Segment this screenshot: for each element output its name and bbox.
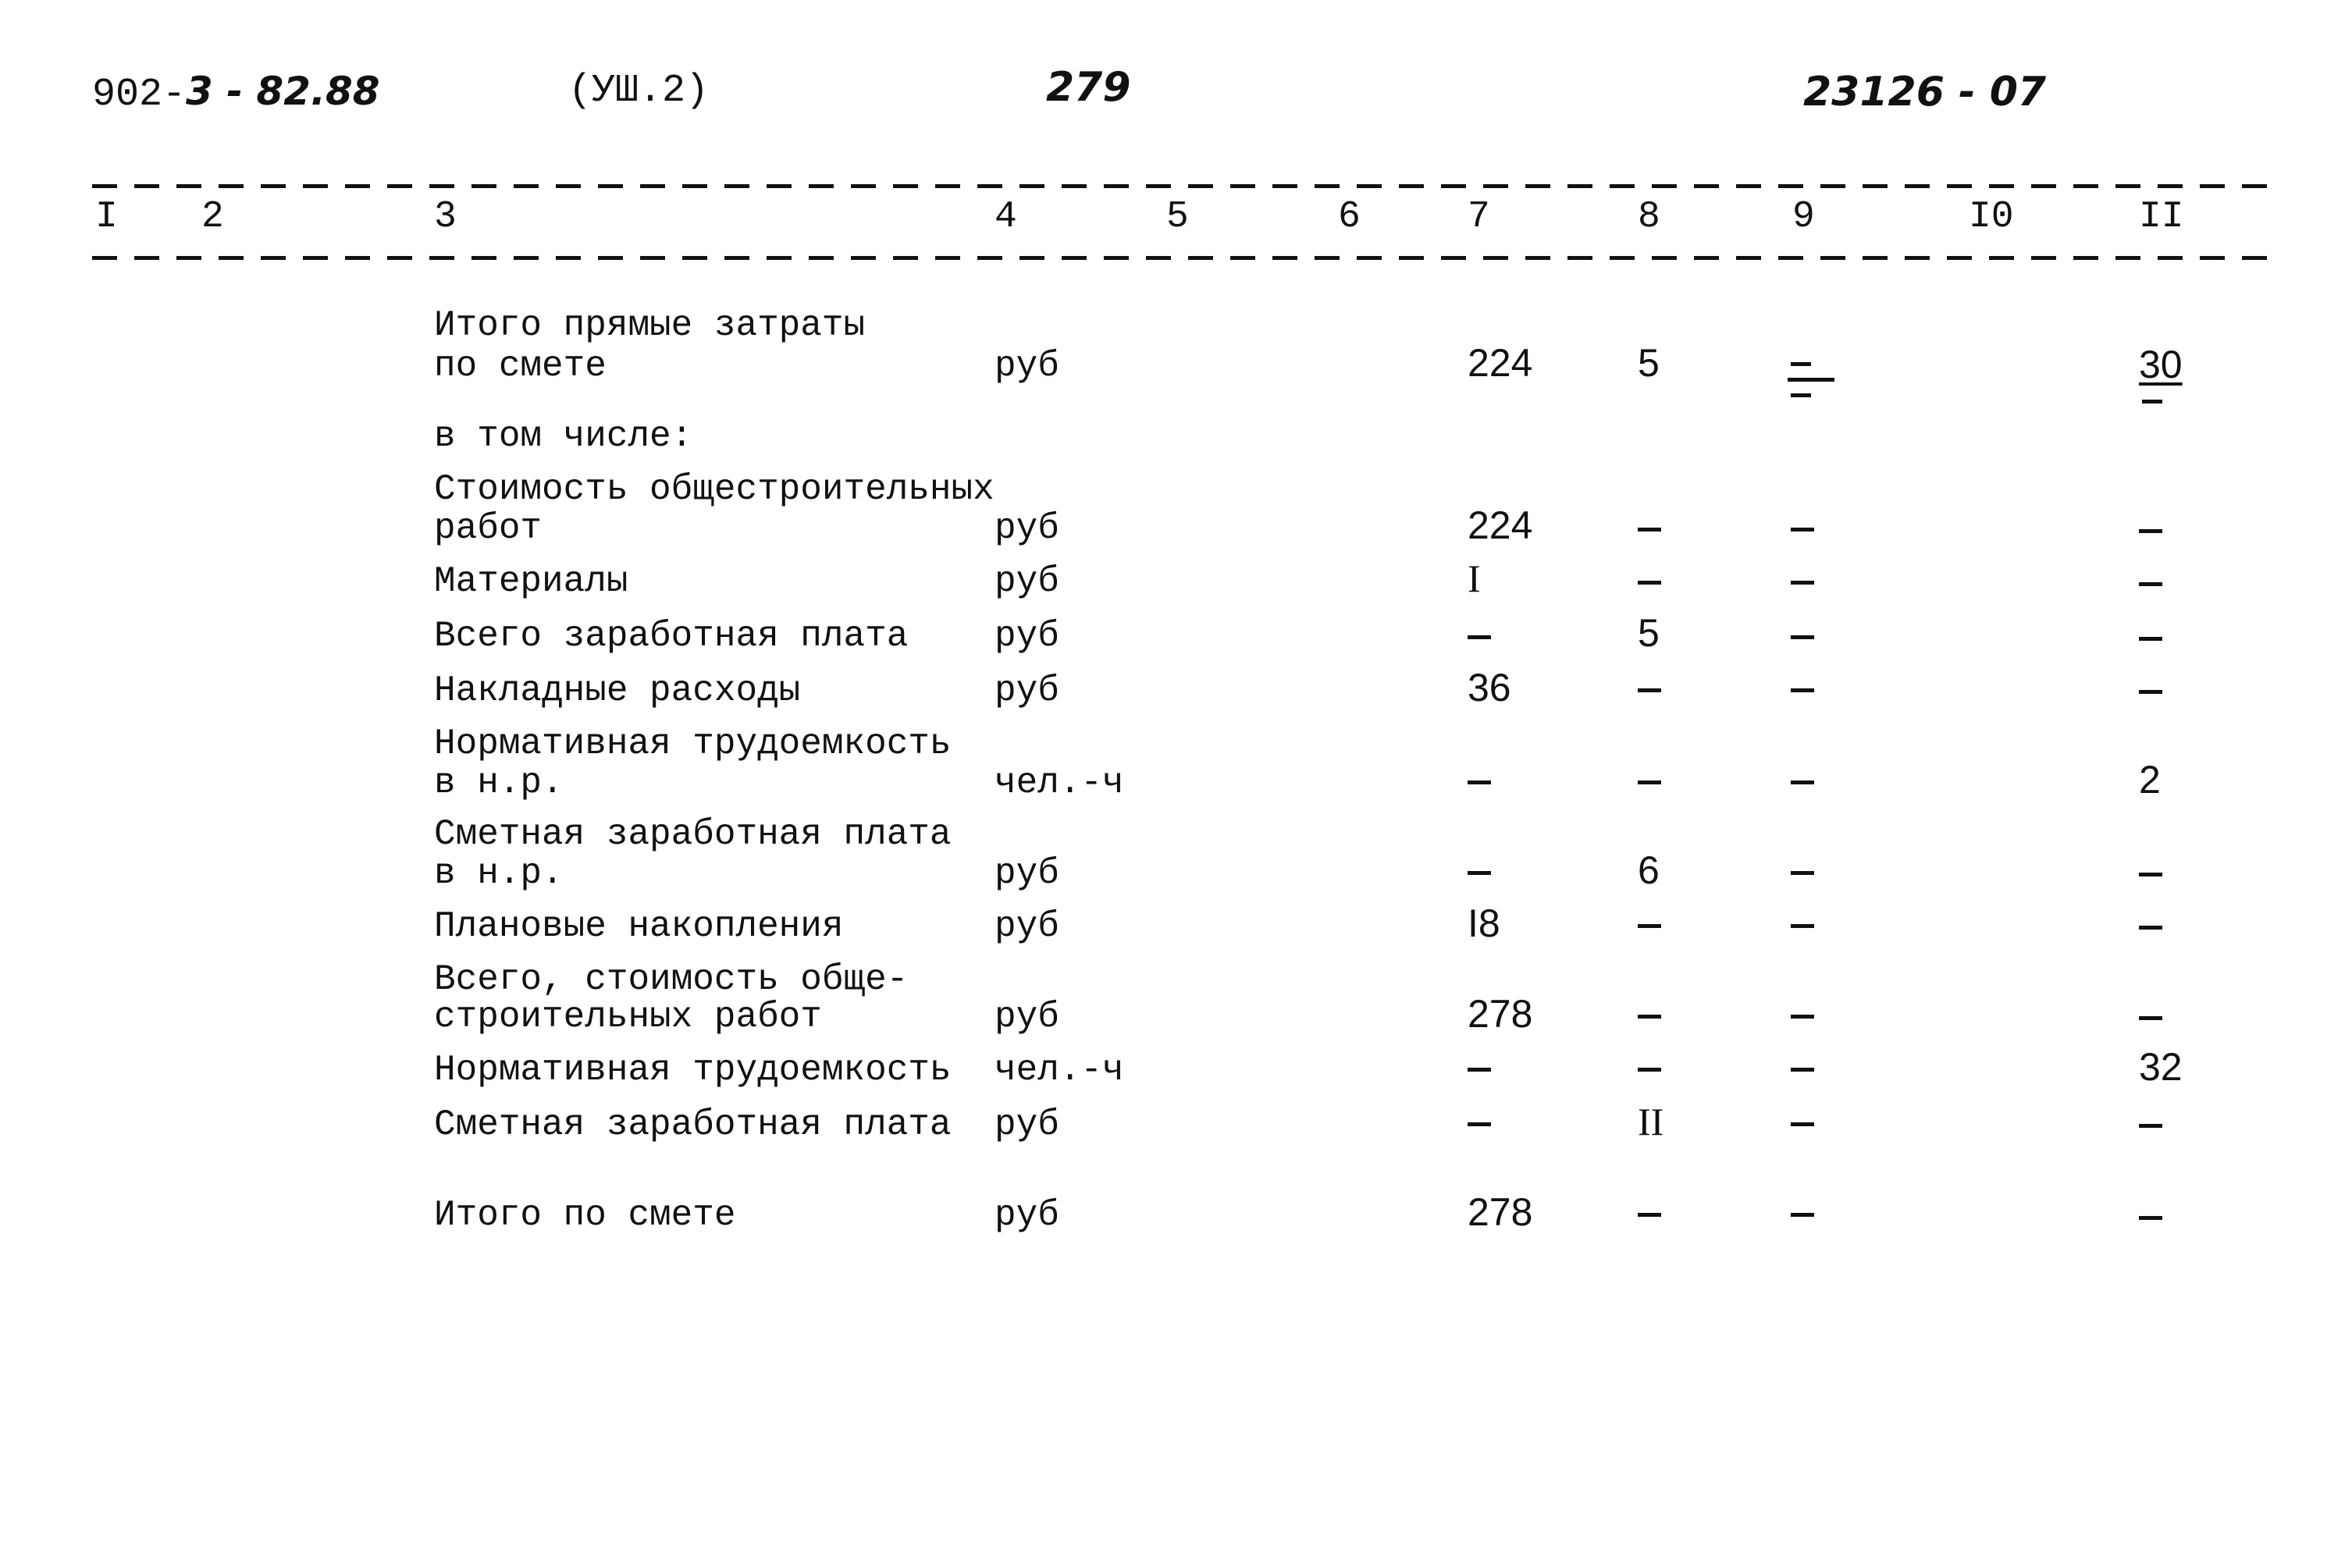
doc-number-handwritten: 3 - 82.88: [186, 69, 380, 114]
dash-mark: [1791, 1015, 1814, 1019]
dash-mark: [1638, 1068, 1661, 1072]
row-unit: чел.-ч: [995, 763, 1124, 803]
row-value-col7: 224: [1468, 341, 1533, 385]
dash-mark: [1638, 1213, 1661, 1217]
doc-number-prefix: 902-: [92, 73, 187, 117]
dash-mark: [1638, 780, 1661, 784]
row-value-col7: I: [1468, 556, 1481, 600]
row-label: Всего, стоимость обще-: [434, 959, 909, 1000]
dash-mark: [1791, 635, 1814, 639]
dash-mark: [2139, 637, 2162, 641]
row-label: Сметная заработная плата: [434, 814, 952, 855]
dash-mark: [1638, 528, 1661, 532]
dash-mark: [2139, 690, 2162, 694]
dash-mark: [2139, 582, 2162, 586]
dash-mark: [2139, 1216, 2162, 1220]
column-header-3: 3: [434, 196, 457, 238]
column-header-9: 9: [1792, 196, 1815, 238]
column-header-1: I: [95, 196, 118, 238]
row-value-col7: I8: [1468, 901, 1500, 945]
row-label: Нормативная трудоемкость: [434, 1050, 952, 1090]
column-header-4: 4: [995, 196, 1017, 238]
dash-mark: [2139, 926, 2162, 930]
row-value-col11: 32: [2139, 1045, 2183, 1089]
dash-mark: [1468, 871, 1491, 875]
dash-mark: [1791, 924, 1814, 928]
row-value-col8: II: [1638, 1100, 1664, 1143]
column-header-8: 8: [1638, 196, 1660, 238]
column-header-7: 7: [1468, 196, 1490, 238]
page-number: 279: [1046, 64, 1131, 111]
dash-mark: [1791, 393, 1811, 397]
column-header-6: 6: [1338, 196, 1361, 238]
row-label: Стоимость общестроительных: [434, 469, 995, 510]
row-unit: руб: [995, 906, 1059, 947]
column-header-11: II: [2139, 196, 2184, 238]
dash-mark: [2139, 1016, 2162, 1020]
dash-mark: [1638, 688, 1661, 692]
dash-mark: [1791, 362, 1811, 366]
row-unit: руб: [995, 508, 1059, 549]
dash-mark: [1791, 780, 1814, 784]
row-label-cont: строительных работ: [434, 997, 822, 1037]
dash-mark: [1468, 635, 1491, 639]
row-label: Сметная заработная плата: [434, 1104, 952, 1145]
dash-mark: [1468, 1068, 1491, 1072]
row-label-cont: по смете: [434, 346, 607, 386]
row-label-cont: в н.р.: [434, 763, 564, 803]
row-label-cont: работ: [434, 508, 543, 549]
dash-mark: [1791, 1122, 1814, 1126]
row-value-col11: 2: [2139, 758, 2161, 802]
dash-mark: [2139, 873, 2162, 876]
row-value-col7: 36: [1468, 666, 1511, 709]
row-label: Итого прямые затраты: [434, 305, 866, 346]
row-unit: руб: [995, 853, 1059, 894]
row-unit: руб: [995, 997, 1059, 1037]
row-value-col7: 278: [1468, 992, 1533, 1036]
row-label: Всего заработная плата: [434, 616, 909, 656]
row-value-col8: 6: [1638, 848, 1660, 892]
row-value-col11: 30: [2139, 343, 2183, 386]
row-unit: руб: [995, 1104, 1059, 1145]
dash-mark: [1791, 581, 1814, 585]
row-value-col7: 278: [1468, 1190, 1533, 1234]
row-unit: руб: [995, 1195, 1059, 1236]
row-label: Плановые накопления: [434, 906, 844, 947]
row-value-col8: 5: [1638, 611, 1660, 655]
row-value-col8: 5: [1638, 341, 1660, 385]
dash-mark: [1638, 581, 1661, 585]
row-unit: руб: [995, 346, 1059, 386]
dash-mark: [1791, 1068, 1814, 1072]
row-label: Нормативная трудоемкость: [434, 724, 952, 764]
document-code: 23126 - 07: [1803, 69, 2047, 116]
dash-mark: [1468, 1122, 1491, 1126]
dash-mark: [1638, 1015, 1661, 1019]
row-label: Итого по смете: [434, 1195, 736, 1236]
dash-mark: [2142, 400, 2162, 404]
row-label: Накладные расходы: [434, 670, 801, 711]
dash-mark: [1638, 924, 1661, 928]
section-code: (УШ.2): [568, 69, 710, 113]
dash-mark: [1791, 528, 1814, 532]
dash-mark: [2139, 1124, 2162, 1128]
column-header-10: I0: [1969, 196, 2014, 238]
dash-mark: [1791, 1213, 1814, 1217]
row-label: в том числе:: [434, 416, 693, 457]
doc-number: [92, 69, 380, 117]
row-unit: руб: [995, 616, 1059, 656]
row-label-cont: в н.р.: [434, 853, 564, 894]
row-label: Материалы: [434, 561, 628, 602]
row-unit: руб: [995, 670, 1059, 711]
column-header-5: 5: [1166, 196, 1189, 238]
row-unit: руб: [995, 561, 1059, 602]
header-top-rule: [92, 184, 2278, 188]
row-value-col7: 224: [1468, 503, 1533, 547]
dash-mark: [2139, 529, 2162, 533]
column-header-2: 2: [201, 196, 224, 238]
header-bottom-rule: [92, 256, 2278, 260]
dash-mark: [1788, 378, 1834, 382]
dash-mark: [1468, 780, 1491, 784]
dash-mark: [1791, 871, 1814, 875]
dash-mark: [1791, 688, 1814, 692]
row-unit: чел.-ч: [995, 1050, 1124, 1090]
